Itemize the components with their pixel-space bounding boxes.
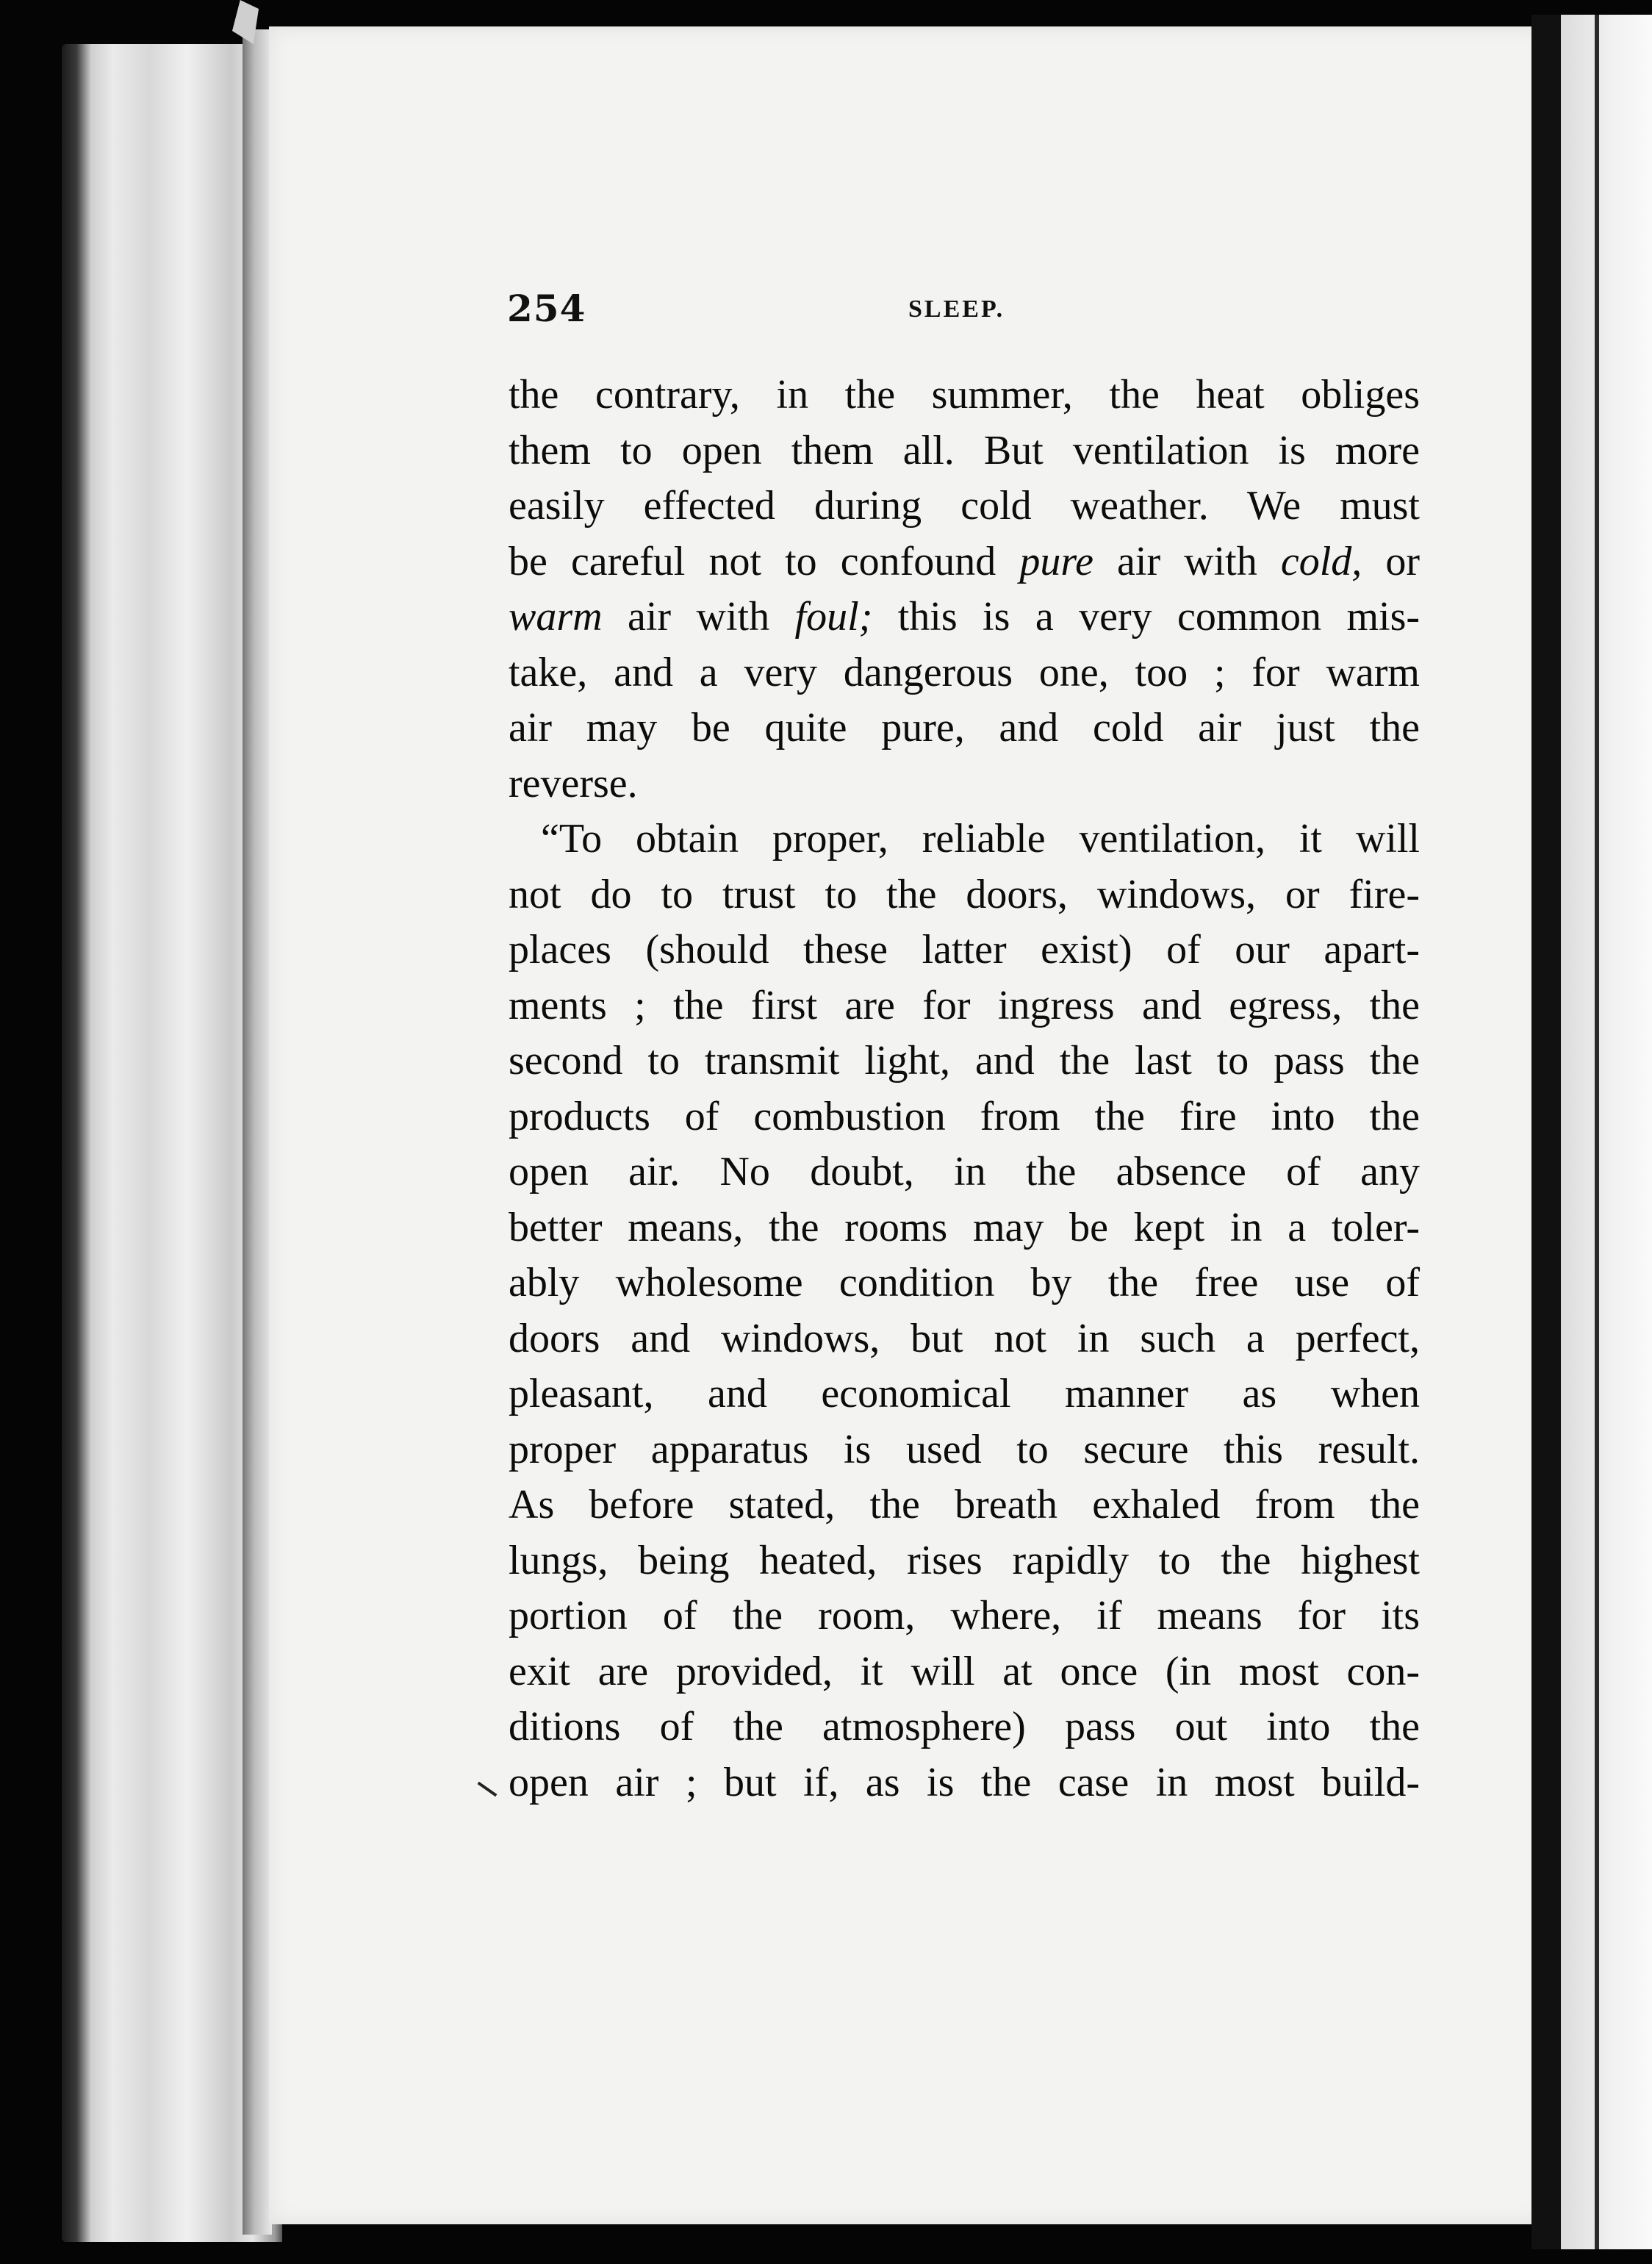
text-segment: portion of the room, where, if means for its [509,1593,1420,1638]
text-line [509,701,1420,756]
text-segment: or [1362,538,1421,584]
text-segment: not do to trust to the doors, windows, or fire- [509,871,1420,917]
text-segment: proper apparatus is used to secure this result. [509,1426,1420,1472]
text-line [509,1644,1420,1700]
text-segment: As before stated, the breath exhaled from the [509,1482,1420,1527]
text-line [509,368,1420,423]
running-title: SLEEP. [908,295,1005,323]
text-line [509,1588,1420,1644]
text-line [509,590,1420,645]
running-head [507,279,1418,331]
text-segment: products of combustion from the fire into the [509,1093,1420,1139]
text-segment: be careful not to confound [509,538,1020,584]
text-line [509,1533,1420,1589]
gutter-shadow [243,29,272,2235]
italic-text: foul; [794,594,873,640]
next-page-sliver-line [1595,15,1599,2249]
text-line [509,923,1420,978]
text-segment: reverse. [509,760,638,806]
italic-text: warm [509,594,603,640]
text-segment: doors and windows, but not in such a perfect, [509,1315,1420,1361]
text-segment: easily effected during cold weather. We must [509,483,1420,529]
text-line [509,1144,1420,1200]
text-segment: air with [602,594,795,640]
text-line [509,1200,1420,1256]
text-line [509,423,1420,479]
text-segment: “To obtain proper, reliable ventilation, it will [541,816,1420,861]
text-line [509,1034,1420,1089]
next-page-sliver [1561,15,1652,2249]
text-line [509,1755,1420,1811]
text-line [509,1255,1420,1311]
text-line [509,645,1420,701]
text-segment: ditions of the atmosphere) pass out into the [509,1704,1420,1749]
text-segment: air may be quite pure, and cold air just the [509,705,1420,751]
text-segment: places (should these latter exist) of our apart- [509,927,1420,972]
text-line [509,978,1420,1034]
text-segment: air with [1093,538,1281,584]
text-segment: take, and a very dangerous one, too ; for warm [509,649,1420,695]
text-line [509,1477,1420,1533]
page-number: 254 [507,287,586,330]
text-segment: open air ; but if, as is the case in most build- [509,1759,1420,1805]
text-segment: the contrary, in the summer, the heat obliges [509,372,1420,418]
italic-text: cold, [1280,538,1362,584]
text-line [509,1089,1420,1145]
right-page-edge [1531,15,1561,2249]
text-line [509,1366,1420,1422]
text-line [509,534,1420,590]
text-line [509,479,1420,534]
text-line [509,867,1420,923]
text-line [509,756,1420,812]
body-text [509,368,1420,1810]
text-segment: open air. No doubt, in the absence of any [509,1149,1420,1194]
text-line [509,812,1420,867]
text-segment: ments ; the first are for ingress and egress, the [509,982,1420,1028]
text-segment: exit are provided, it will at once (in most con- [509,1648,1420,1694]
text-line [509,1311,1420,1367]
text-segment: better means, the rooms may be kept in a toler- [509,1204,1420,1250]
text-segment: pleasant, and economical manner as when [509,1371,1420,1416]
text-segment: ably wholesome condition by the free use of [509,1260,1420,1305]
text-line [509,1422,1420,1478]
italic-text: pure [1019,538,1093,584]
text-segment: lungs, being heated, rises rapidly to the highest [509,1537,1420,1583]
text-segment: this is a very common mis- [872,594,1421,640]
text-line [509,1699,1420,1755]
text-segment: them to open them all. But ventilation is more [509,427,1420,473]
text-segment: second to transmit light, and the last to pass the [509,1038,1420,1083]
